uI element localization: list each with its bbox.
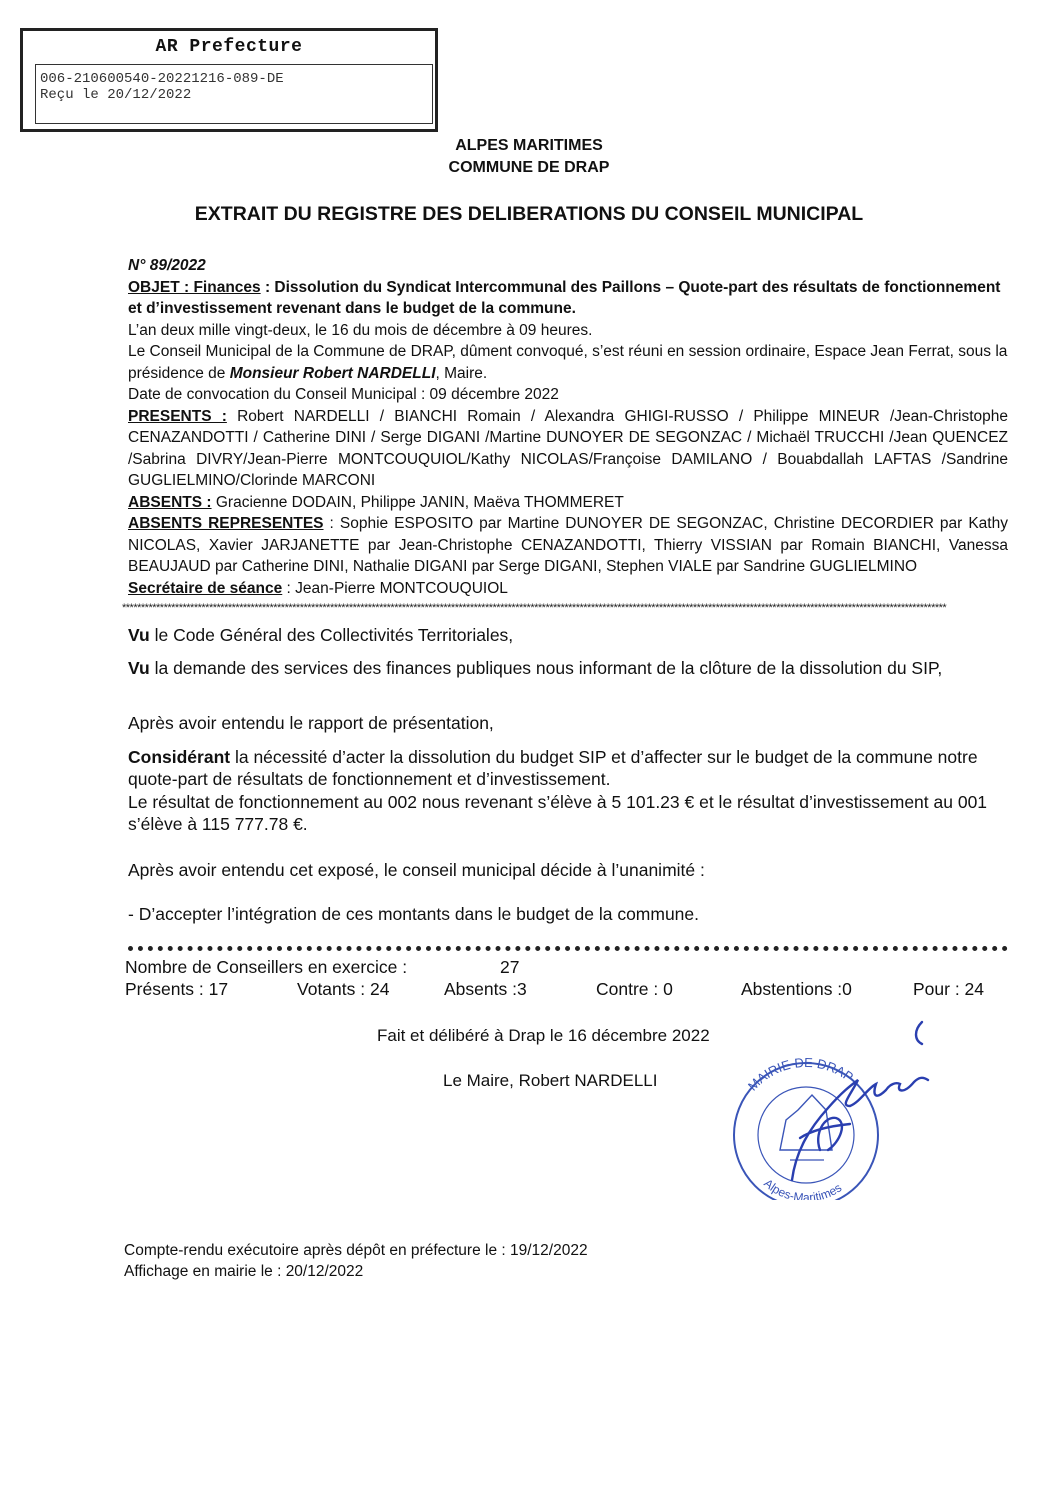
considerant-paragraph [128, 746, 1010, 790]
vote-absents: Absents :3 [444, 979, 527, 999]
vu-demande [128, 657, 1008, 679]
seal-bottom-label: Alpes-Maritimes [761, 1176, 845, 1200]
president-name: Monsieur Robert NARDELLI [229, 364, 436, 382]
executoire-line: Compte-rendu exécutoire après dépôt en préfecture le : 19/12/2022 [124, 1242, 588, 1259]
absents-label: ABSENTS : [128, 493, 212, 511]
seal-top-label: MAIRIE DE DRAP [744, 1054, 857, 1094]
secretary-label: Secrétaire de séance [128, 579, 283, 597]
absents-list [128, 492, 1008, 514]
session-convened [128, 341, 1008, 384]
vote-pour: Pour : 24 [913, 979, 985, 999]
convened-text: Le Conseil Municipal de la Commune de DRAP, dûment convoqué, s’est réuni en session ordinaire, Espace Jean Ferrat, sous la présidence de [128, 343, 1008, 382]
vote-votants: Votants : 24 [297, 979, 390, 999]
convened-suffix: , Maire. [435, 364, 488, 382]
handwritten-signature [792, 1022, 928, 1180]
presents-names: Robert NARDELLI / BIANCHI Romain / Alexandra GHIGI-RUSSO / Philippe MINEUR /Jean-Christophe CENAZANDOTTI / Catherine DINI / Serge DIGANI /Martine DUNOYER DE SEGONZAC / Michaël TRUCCHI /Jean QUENCEZ /Sabrina DIVRY/Jean-Pierre MONTCOUQUIOL/Kathy NICOLAS/Françoise DAMILANO / Bouabdallah LAFTAS /Sandrine GUGLIELMINO/Clorinde MARCONI [128, 407, 1009, 489]
vote-abstentions: Abstentions :0 [741, 979, 852, 999]
stamp-received-date: Reçu le 20/12/2022 [40, 87, 192, 103]
vu-keyword: Vu [128, 658, 150, 678]
secretary-line [128, 578, 1008, 600]
vote-presents: Présents : 17 [125, 979, 229, 999]
convocation-date: Date de convocation du Conseil Municipal : 09 décembre 2022 [128, 386, 559, 403]
vu-demande-text: la demande des services des finances publiques nous informant de la clôture de la dissolution du SIP, [149, 658, 943, 678]
represented-names: : Sophie ESPOSITO par Martine DUNOYER DE SEGONZAC, Christine DECORDIER par Kathy NICOLAS, Xavier JARJANETTE par Jean-Christophe CENAZANDOTTI, Thierry VISSIAN par Romain BIANCHI, Vanessa BEAUJAUD par Catherine DINI, Nathalie DIGANI par Serge DIGANI, Stephen VIALE par Sandrine GUGLIELMINO [128, 515, 1008, 575]
fait-delibere: Fait et délibéré à Drap le 16 décembre 2022 [377, 1026, 710, 1045]
asterisk-separator: ************************************************************************************************************************************************************************************************************************** [122, 603, 947, 613]
represented-label: ABSENTS REPRESENTES [128, 515, 324, 532]
considerant-text: la nécessité d’acter la dissolution du budget SIP et d’affecter sur le budget de la commune notre quote-part de résultats de fonctionnement et d’investissement. [128, 747, 978, 789]
vu-keyword: Vu [128, 625, 150, 645]
dotted-separator [128, 946, 1008, 951]
conseillers-exercice-label: Nombre de Conseillers en exercice : [125, 957, 408, 977]
objet-text: : Dissolution du Syndicat Intercommunal des Paillons – Quote-part des résultats de fonctionnement et d’investissement revenant dans le budget de la commune. [128, 278, 1001, 317]
deliberation-number: N° 89/2022 [128, 257, 206, 274]
prefecture-stamp [20, 28, 438, 132]
vote-contre: Contre : 0 [596, 979, 673, 999]
rapport-line: Après avoir entendu le rapport de présentation, [128, 713, 494, 733]
expose-line: Après avoir entendu cet exposé, le conseil municipal décide à l’unanimité : [128, 860, 705, 880]
conseillers-exercice-value: 27 [500, 957, 520, 977]
secretary-name: : Jean-Pierre MONTCOUQUIOL [282, 579, 508, 597]
deliberation-objet [128, 277, 1008, 320]
vu-code [128, 624, 1013, 646]
considerant-keyword: Considérant [128, 747, 231, 767]
session-date: L’an deux mille vingt-deux, le 16 du mois de décembre à 09 heures. [128, 321, 593, 339]
department-name: ALPES MARITIMES [455, 137, 603, 154]
presents-label: PRESENTS : [128, 407, 227, 425]
commune-name: COMMUNE DE DRAP [448, 159, 610, 176]
vu-code-text: le Code Général des Collectivités Territoriales, [149, 625, 514, 645]
stamp-title: AR Prefecture [155, 37, 303, 57]
document-title: EXTRAIT DU REGISTRE DES DELIBERATIONS DU CONSEIL MUNICIPAL [194, 203, 864, 225]
absents-names: Gracienne DODAIN, Philippe JANIN, Maëva THOMMERET [211, 493, 624, 511]
official-seal-signature [700, 1010, 940, 1200]
stamp-reference: 006-210600540-20221216-089-DE [40, 71, 284, 87]
maire-signature-line: Le Maire, Robert NARDELLI [443, 1071, 658, 1090]
deliberation-header [128, 255, 1008, 599]
presents-list [128, 406, 1008, 492]
resultat-paragraph: Le résultat de fonctionnement au 002 nous revenant s’élève à 5 101.23 € et le résultat d’investissement au 001 s’élève à 115 777.78 €. [128, 792, 988, 834]
represented-list [128, 513, 1008, 578]
affichage-line: Affichage en mairie le : 20/12/2022 [124, 1263, 364, 1280]
objet-label: OBJET : Finances [128, 278, 261, 296]
seal-bottom-text [761, 1176, 844, 1200]
stamp-reference-box [35, 64, 433, 124]
decision-line: - D’accepter l’intégration de ces montants dans le budget de la commune. [128, 904, 700, 924]
